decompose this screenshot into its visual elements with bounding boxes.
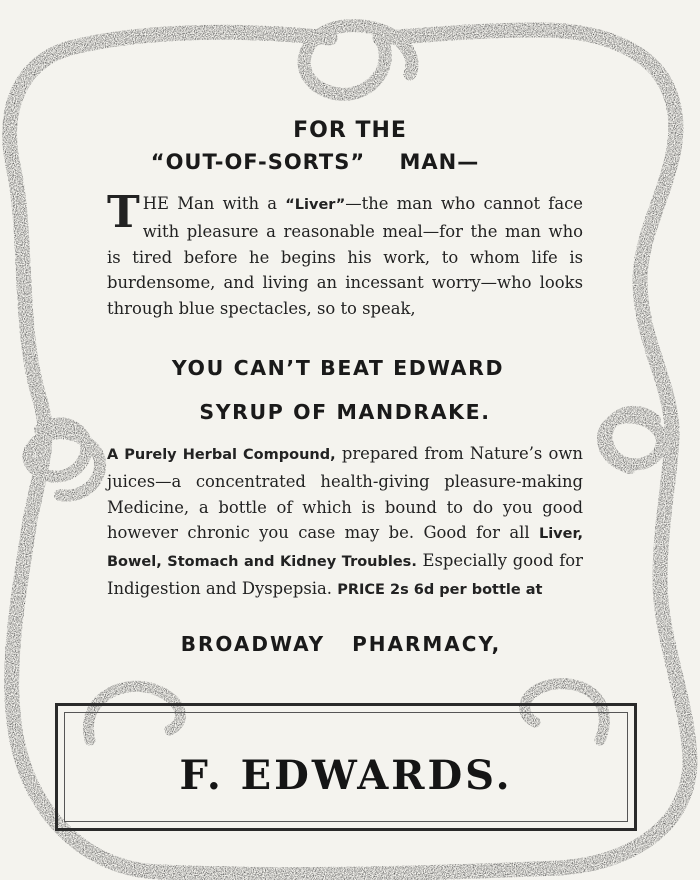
body-text-a: prepared from Nature’s own juices—a concentrated health-giving pleasure-making Medicine, a bottle of which is bound to do you good however chronic you case may be. Good for all: [107, 444, 583, 543]
herbal-compound-bold: A Purely Herbal Compound,: [107, 447, 336, 463]
proprietor-name: F. EDWARDS.: [179, 752, 513, 799]
headline-you-cant-beat: YOU CAN’T BEAT EDWARD: [171, 356, 505, 380]
price-bold: PRICE 2s 6d per bottle at: [337, 581, 543, 598]
body-paragraph: [107, 441, 583, 604]
pharmacy-name: BROADWAY PHARMACY,: [180, 632, 502, 656]
left-loop: [28, 423, 100, 495]
body-text-b: Especially good for Indigestion and Dyspepsia.: [107, 551, 583, 598]
heading-out-of-sorts-man: “OUT-OF-SORTS” MAN—: [150, 150, 480, 174]
intro-paragraph: [107, 187, 583, 322]
intro-text-a: HE Man with a: [142, 194, 286, 213]
liver-bold: “Liver”: [285, 197, 346, 213]
drop-cap: T: [107, 187, 140, 238]
troubles-bold: Liver, Bowel, Stomach and Kidney Troubles.: [107, 526, 583, 571]
intro-text-b: —the man who cannot face with pleasure a reasonable meal—for the man who is tired before he begins his work, to whom life is burdensome, and living an incessant worry—who looks through blue spectacles, so to speak,: [107, 194, 583, 319]
headline-syrup-of-mandrake: SYRUP OF MANDRAKE.: [199, 400, 491, 424]
heading-for-the: FOR THE: [293, 118, 407, 143]
top-loop: [304, 26, 412, 95]
